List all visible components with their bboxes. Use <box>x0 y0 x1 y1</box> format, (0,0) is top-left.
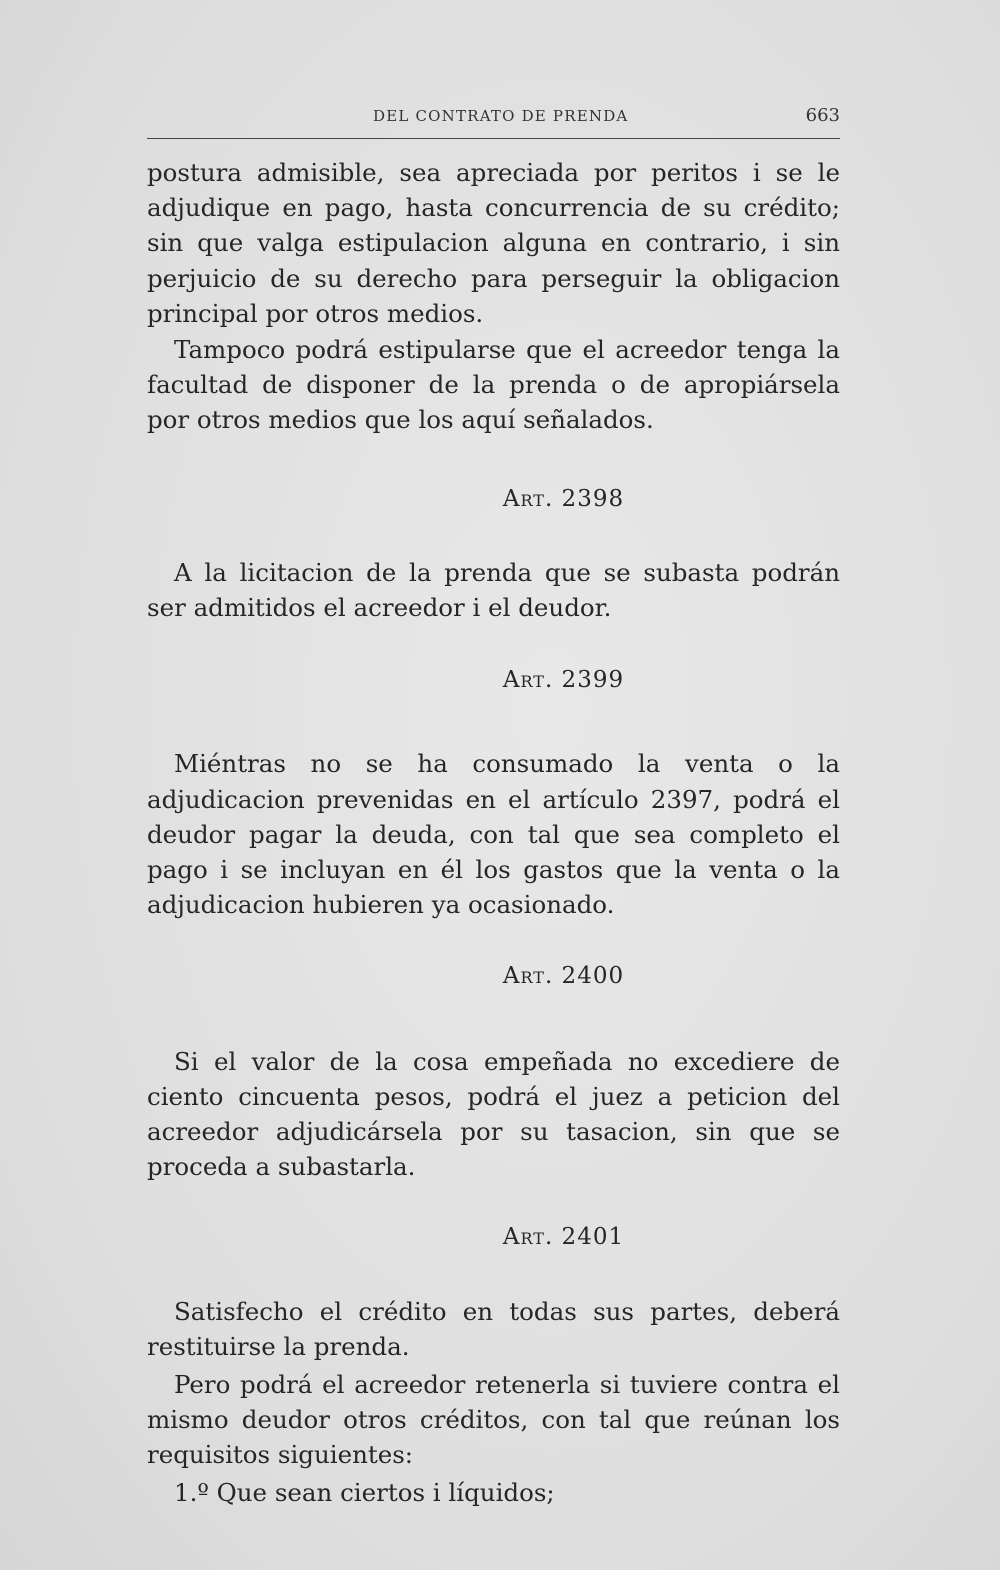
running-head: DEL CONTRATO DE PRENDA <box>373 107 629 125</box>
header-rule <box>147 138 840 139</box>
paragraph-6: Satisfecho el crédito en todas sus partes, deberá restituirse la prenda. <box>147 1296 840 1361</box>
paragraph-3: A la licitacion de la prenda que se subasta podrán ser admitidos el acreedor i el deudor. <box>147 557 840 623</box>
page-body <box>147 155 840 1510</box>
paragraph-4: Miéntras no se ha consumado la venta o la adjudicacion prevenidas en el artículo 2397, podrá el deudor pagar la deuda, con tal que sea completo el pago i se incluyan en él los gastos que la venta o la adjudicacion hubieren ya ocasionado. <box>147 749 840 920</box>
article-heading-2400: Art. 2400 <box>502 963 625 990</box>
paragraph-2: Tampoco podrá estipularse que el acreedor tenga la facultad de disponer de la prenda o de apropiársela por otros medios que los aquí señalados. <box>147 335 840 435</box>
page-number: 663 <box>805 105 840 126</box>
article-heading-2401: Art. 2401 <box>502 1224 625 1251</box>
article-heading-2398: Art. 2398 <box>502 485 625 512</box>
paragraph-1: postura admisible, sea apreciada por peritos i se le adjudique en pago, hasta concurrencia de su crédito; sin que valga estipulacion alguna en contrario, i sin perjuicio de su derecho para perseguir la obligacion principal por otros medios. <box>147 158 840 328</box>
page-header <box>147 104 840 132</box>
paragraph-5: Si el valor de la cosa empeñada no excediere de ciento cincuenta pesos, podrá el juez a peticion del acreedor adjudicársela por su tasacion, sin que se proceda a subastarla. <box>147 1046 840 1182</box>
article-heading-2399: Art. 2399 <box>502 667 625 694</box>
paragraph-7: Pero podrá el acreedor retenerla si tuviere contra el mismo deudor otros créditos, con tal que reúnan los requisitos siguientes: <box>147 1370 840 1470</box>
paragraph-8: 1.º Que sean ciertos i líquidos; <box>174 1477 555 1507</box>
